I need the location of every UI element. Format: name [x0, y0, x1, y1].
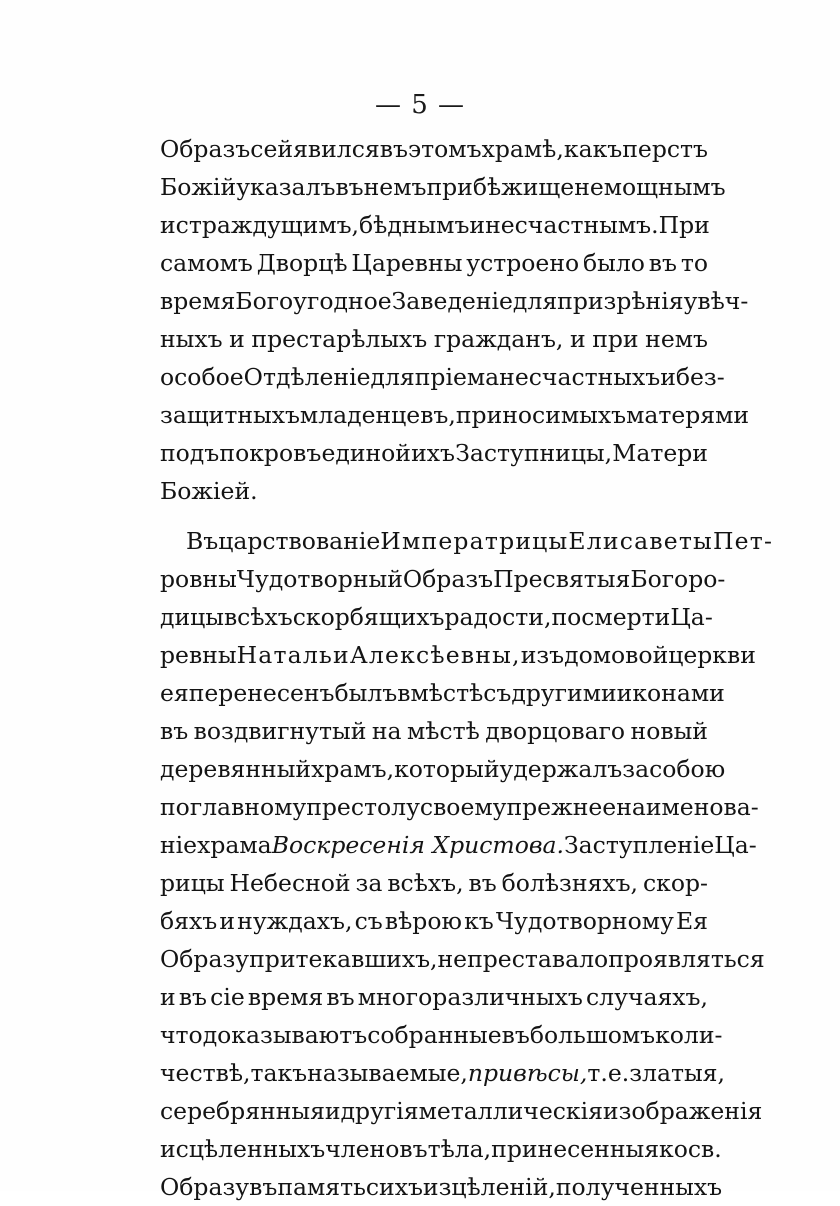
- word: Ца-: [670, 603, 713, 631]
- word: и: [160, 983, 176, 1011]
- word: коли-: [655, 1021, 723, 1049]
- text-line: [160, 864, 708, 902]
- word: Ея: [676, 907, 708, 935]
- word: своему: [419, 793, 507, 821]
- word: младенцевъ,: [299, 401, 456, 429]
- text-line: [160, 826, 757, 864]
- word: въ: [249, 1173, 278, 1201]
- word: страждущимъ,: [175, 211, 360, 239]
- word: въ: [379, 135, 408, 163]
- word: гражданъ,: [433, 325, 564, 353]
- text-line: [160, 902, 708, 940]
- word: съ: [354, 907, 383, 935]
- text-line: [160, 598, 713, 636]
- text-line: [160, 750, 726, 788]
- word: привѣсы,: [467, 1059, 588, 1087]
- word: храмѣ,: [481, 135, 564, 163]
- word: время: [247, 983, 324, 1011]
- word: собою: [649, 755, 726, 783]
- word: прибѣжище: [426, 173, 575, 201]
- word: ровны: [160, 565, 237, 593]
- word: прежнее: [506, 793, 617, 821]
- word: Воскресенія Христова.: [271, 831, 565, 859]
- word: вмѣстѣ: [397, 679, 484, 707]
- word: какъ: [563, 135, 623, 163]
- word: бѣднымъ: [359, 211, 470, 239]
- word: домовой: [564, 641, 669, 669]
- word: ко: [659, 1135, 688, 1163]
- word: за: [622, 755, 650, 783]
- word: покровъ: [219, 439, 322, 467]
- word: Дворцѣ: [256, 249, 348, 277]
- word: без-: [675, 363, 725, 391]
- text-line: [160, 206, 708, 244]
- word: принесенныя: [491, 1135, 660, 1163]
- word: мѣстѣ: [406, 717, 480, 745]
- word: на: [371, 717, 402, 745]
- word: ихъ: [411, 439, 456, 467]
- text-line: [160, 674, 725, 712]
- word: скор-: [643, 869, 708, 897]
- word: Божіей.: [160, 477, 258, 505]
- word: болѣзняхъ,: [501, 869, 639, 897]
- word: призрѣнія: [557, 287, 684, 315]
- word: и: [469, 211, 486, 239]
- word: въ: [326, 983, 355, 1011]
- word: въ: [160, 717, 189, 745]
- word: въ: [468, 869, 497, 897]
- word: этомъ: [408, 135, 482, 163]
- word: златыя,: [629, 1059, 725, 1087]
- word: и: [229, 325, 245, 353]
- word: удержалъ: [499, 755, 623, 783]
- word: сей: [250, 135, 294, 163]
- word: Богоро-: [630, 565, 726, 593]
- word: защитныхъ: [160, 401, 300, 429]
- word: немъ: [645, 325, 708, 353]
- text-line: [160, 1016, 723, 1054]
- word: указалъ: [236, 173, 336, 201]
- word: Пресвятыя: [493, 565, 631, 593]
- word: Богоугодное: [235, 287, 392, 315]
- word: въ: [648, 249, 677, 277]
- word: царствованіе: [218, 527, 381, 555]
- text-line: [160, 636, 756, 674]
- word: матерями: [626, 401, 750, 429]
- text-line: [160, 244, 708, 282]
- word: Образъ: [160, 135, 251, 163]
- word: престолу: [306, 793, 420, 821]
- word: устроено: [466, 249, 580, 277]
- word: называемые,: [307, 1059, 468, 1087]
- word: по: [551, 603, 582, 631]
- word: При: [658, 211, 710, 239]
- word: для: [512, 287, 558, 315]
- word: Отдѣленіе: [243, 363, 371, 391]
- word: несчастнымъ.: [485, 211, 659, 239]
- text-line: [160, 1092, 763, 1130]
- word: при: [592, 325, 639, 353]
- word: то: [680, 249, 708, 277]
- word: пріема: [414, 363, 500, 391]
- word: немощнымъ: [574, 173, 726, 201]
- word: такъ: [250, 1059, 308, 1087]
- word: храма: [197, 831, 272, 859]
- text-line: [160, 940, 765, 978]
- word: Ца-: [714, 831, 757, 859]
- word: Заступленіе: [564, 831, 715, 859]
- word: и: [324, 1097, 341, 1125]
- word: Алексѣевны,: [349, 641, 521, 669]
- word: Божій: [160, 173, 237, 201]
- word: полученныхъ: [555, 1173, 723, 1201]
- word: смерти: [581, 603, 671, 631]
- word: время: [160, 287, 236, 315]
- word: Заведеніе: [391, 287, 513, 315]
- word: радости,: [444, 603, 552, 631]
- word: доказываютъ: [202, 1021, 368, 1049]
- text-line: [160, 358, 725, 396]
- word: ея: [160, 679, 189, 707]
- word: Натальи: [236, 641, 350, 669]
- word: е.: [607, 1059, 630, 1087]
- word: всѣхъ: [223, 603, 293, 631]
- word: дворцоваго: [485, 717, 626, 745]
- word: Матери: [612, 439, 708, 467]
- word: случаяхъ,: [586, 983, 708, 1011]
- word: Въ: [186, 527, 219, 555]
- word: изображенія: [602, 1097, 763, 1125]
- word: главному: [189, 793, 307, 821]
- text-line: [160, 168, 726, 206]
- word: скорбящихъ: [292, 603, 445, 631]
- word: къ: [464, 907, 494, 935]
- word: немъ: [363, 173, 427, 201]
- text-line: [160, 472, 708, 510]
- word: бяхъ: [160, 907, 218, 935]
- word: для: [370, 363, 415, 391]
- word: Чудотворный: [236, 565, 403, 593]
- text-line: [160, 788, 759, 826]
- word: всѣхъ,: [387, 869, 464, 897]
- word: вѣрою: [384, 907, 462, 935]
- word: самомъ: [160, 249, 253, 277]
- word: чествѣ,: [160, 1059, 251, 1087]
- text-line: [160, 712, 708, 750]
- page-number: — 5 —: [374, 90, 466, 120]
- word: дицы: [160, 603, 224, 631]
- text-line: [160, 396, 750, 434]
- text-line: [160, 434, 708, 472]
- word: Образу: [160, 945, 250, 973]
- word: ныхъ: [160, 325, 223, 353]
- text-line: [160, 130, 708, 168]
- word: наименова-: [616, 793, 759, 821]
- word: не: [437, 945, 468, 973]
- word: храмъ,: [311, 755, 395, 783]
- word: приносимыхъ: [455, 401, 627, 429]
- word: Заступницы,: [455, 439, 613, 467]
- word: деревянный: [160, 755, 312, 783]
- word: что: [160, 1021, 203, 1049]
- word: увѣч-: [683, 287, 749, 315]
- word: большомъ: [529, 1021, 656, 1049]
- word: по: [160, 793, 190, 821]
- text-line: [160, 1168, 723, 1206]
- word: иконами: [616, 679, 725, 707]
- word: другими: [511, 679, 617, 707]
- word: Императрицы: [380, 527, 569, 555]
- word: нуждахъ,: [237, 907, 353, 935]
- word: перстъ: [622, 135, 708, 163]
- word: въ: [335, 173, 364, 201]
- word: ніе: [160, 831, 198, 859]
- word: изцѣленій,: [422, 1173, 556, 1201]
- word: и: [219, 907, 236, 935]
- word: въ: [178, 983, 208, 1011]
- word: Образъ: [402, 565, 494, 593]
- word: съ: [483, 679, 512, 707]
- word: перенесенъ: [188, 679, 335, 707]
- word: въ: [501, 1021, 530, 1049]
- word: т.: [587, 1059, 608, 1087]
- word: Чудотворному: [495, 907, 674, 935]
- word: членовъ: [325, 1135, 428, 1163]
- word: Пет-: [712, 527, 774, 555]
- word: собранные: [367, 1021, 502, 1049]
- word: сихъ: [365, 1173, 423, 1201]
- word: былъ: [334, 679, 398, 707]
- word: серебрянныя: [160, 1097, 325, 1125]
- word: Образу: [160, 1173, 250, 1201]
- word: и: [569, 325, 586, 353]
- word: св.: [687, 1135, 722, 1163]
- word: память: [277, 1173, 366, 1201]
- word: который: [394, 755, 500, 783]
- word: подъ: [160, 439, 220, 467]
- word: тѣла,: [427, 1135, 492, 1163]
- word: преставало: [467, 945, 609, 973]
- word: ревны: [160, 641, 237, 669]
- word: за: [355, 869, 383, 897]
- word: сіе: [210, 983, 245, 1011]
- word: рицы: [160, 869, 225, 897]
- word: единой: [321, 439, 411, 467]
- word: другія: [340, 1097, 419, 1125]
- text-line: [160, 978, 708, 1016]
- word: металлическія: [418, 1097, 603, 1125]
- word: исцѣленныхъ: [160, 1135, 326, 1163]
- word: явился: [293, 135, 380, 163]
- body-text: [160, 130, 774, 1206]
- word: проявляться: [608, 945, 765, 973]
- word: воздвигнутый: [193, 717, 367, 745]
- text-line: [160, 1130, 722, 1168]
- text-line: [160, 560, 726, 598]
- word: Небесной: [229, 869, 351, 897]
- word: притекавшихъ,: [249, 945, 438, 973]
- text-line: [160, 1054, 725, 1092]
- word: и: [660, 363, 676, 391]
- word: новый: [630, 717, 708, 745]
- word: многоразличныхъ: [357, 983, 583, 1011]
- word: Царевны: [351, 249, 463, 277]
- text-line: [160, 522, 774, 560]
- word: изъ: [520, 641, 565, 669]
- word: церкви: [668, 641, 756, 669]
- text-line: [160, 320, 708, 358]
- word: Елисаветы: [568, 527, 713, 555]
- text-line: [160, 282, 749, 320]
- word: престарѣлыхъ: [251, 325, 428, 353]
- word: несчастныхъ: [499, 363, 661, 391]
- word: было: [583, 249, 645, 277]
- word: особое: [160, 363, 244, 391]
- word: и: [160, 211, 176, 239]
